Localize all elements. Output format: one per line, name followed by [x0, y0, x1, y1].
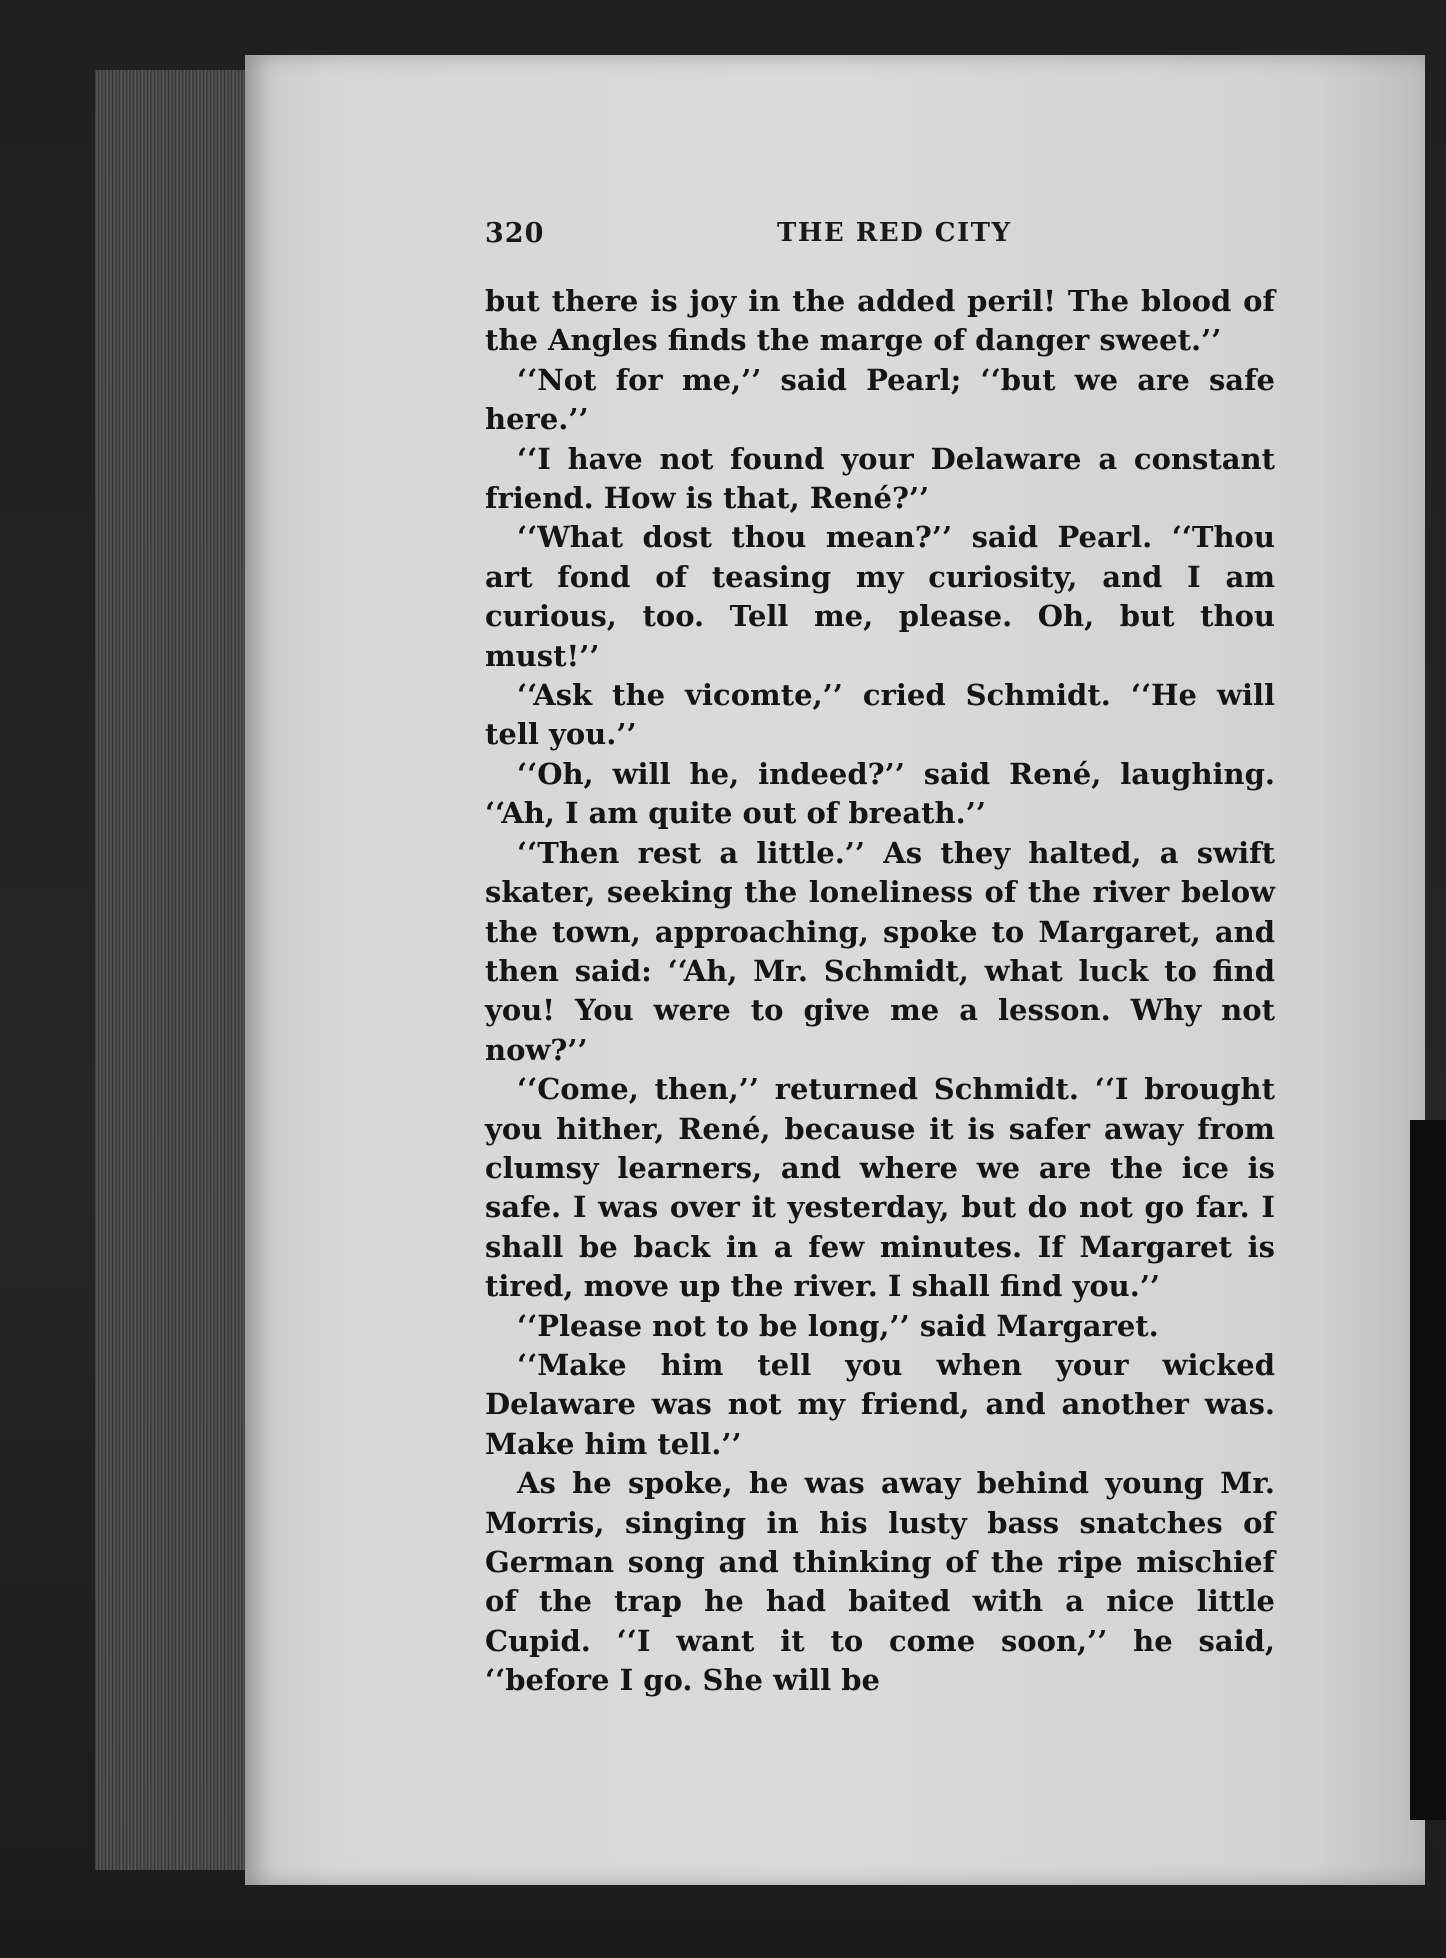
- paragraph: ‘‘Come, then,’’ returned Schmidt. ‘‘I brought you hither, René, because it is safer away from clumsy learners, and where we are the ice is safe. I was over it yesterday, but do not go far. I shall be back in a few minutes. If Margaret is tired, move up the river. I shall find you.’’: [485, 1072, 1275, 1304]
- paragraph: but there is joy in the added peril! The blood of the Angles finds the marge of danger sweet.’’: [485, 284, 1275, 358]
- book-page-edges: [95, 70, 255, 1870]
- running-title: THE RED CITY: [777, 218, 1012, 248]
- paragraph: As he spoke, he was away behind young Mr. Morris, singing in his lusty bass snatches of German song and thinking of the ripe mischief of the trap he had baited with a nice little Cupid. ‘‘I want it to come soon,’’ he said, ‘‘before I go. She will be: [485, 1466, 1275, 1698]
- paragraph: ‘‘Please not to be long,’’ said Margaret.: [517, 1308, 1159, 1343]
- paragraph: ‘‘Ask the vicomte,’’ cried Schmidt. ‘‘He will tell you.’’: [485, 678, 1275, 752]
- paragraph: ‘‘Oh, will he, indeed?’’ said René, laughing. ‘‘Ah, I am quite out of breath.’’: [485, 756, 1275, 831]
- page-number: 320: [485, 218, 545, 249]
- facing-page-shadow: [1410, 1120, 1446, 1820]
- body-text: [485, 282, 1275, 1701]
- paragraph: ‘‘I have not found your Delaware a constant friend. How is that, René?’’: [485, 441, 1275, 516]
- paragraph: ‘‘What dost thou mean?’’ said Pearl. ‘‘Thou art fond of teasing my curiosity, and I am curious, too. Tell me, please. Oh, but thou must!’’: [485, 520, 1275, 673]
- paragraph: ‘‘Make him tell you when your wicked Delaware was not my friend, and another was. Make him tell.’’: [485, 1347, 1275, 1461]
- paragraph: ‘‘Not for me,’’ said Pearl; ‘‘but we are safe here.’’: [485, 362, 1275, 437]
- page-header: [485, 218, 1275, 258]
- paragraph: ‘‘Then rest a little.’’ As they halted, a swift skater, seeking the loneliness of the river below the town, approaching, spoke to Margaret, and then said: ‘‘Ah, Mr. Schmidt, what luck to find you! You were to give me a lesson. Why not now?’’: [485, 835, 1275, 1067]
